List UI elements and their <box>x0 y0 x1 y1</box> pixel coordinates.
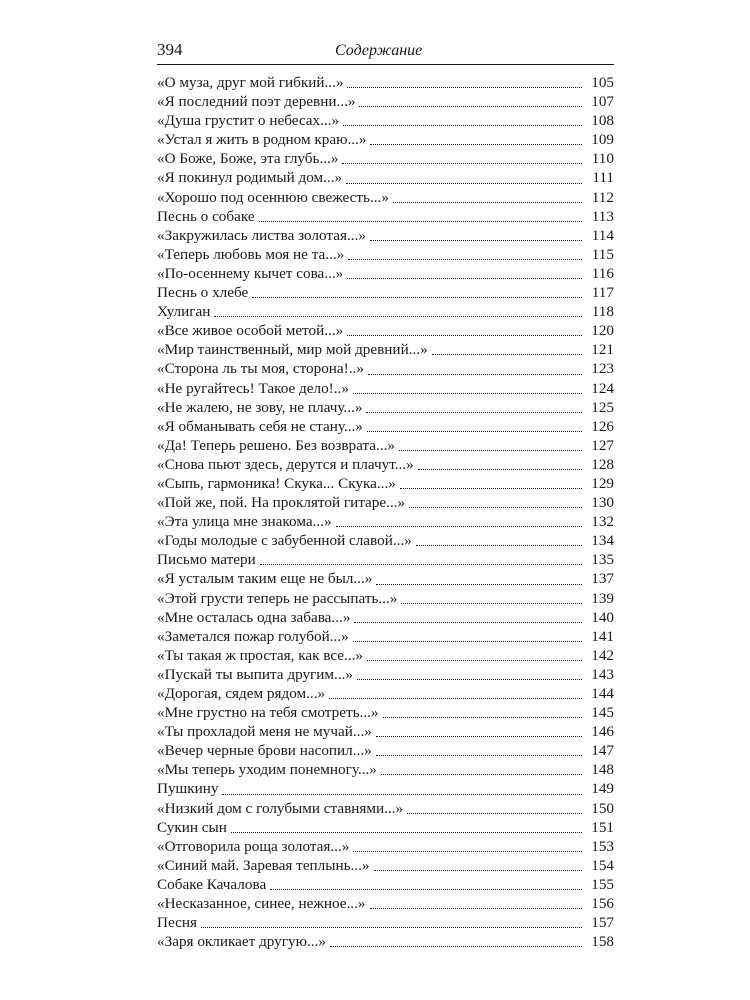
toc-entry <box>157 283 614 302</box>
toc-entry-page: 109 <box>591 131 614 149</box>
toc-entry-title: «Пускай ты выпита другим...» <box>157 665 354 683</box>
toc-entry <box>157 302 614 321</box>
toc-entry <box>157 321 614 340</box>
toc-entry-page: 153 <box>591 837 614 855</box>
toc-entry <box>157 245 614 264</box>
toc-entry-title: «Не ругайтесь! Такое дело!..» <box>157 379 349 397</box>
dot-leader <box>346 183 582 184</box>
dot-leader <box>376 584 582 585</box>
dot-leader <box>347 278 582 279</box>
toc-entry <box>157 894 614 913</box>
toc-entry-page: 156 <box>591 895 614 913</box>
toc-entry-page: 134 <box>591 532 614 550</box>
toc-entry-page: 132 <box>591 513 614 531</box>
toc-entry <box>157 665 614 684</box>
dot-leader <box>214 316 582 317</box>
toc-entry-title: Сукин сын <box>157 818 227 836</box>
toc-entry-title: «Душа грустит о небесах...» <box>157 112 340 130</box>
dot-leader <box>370 908 583 909</box>
dot-leader <box>366 412 582 413</box>
toc-entry-title: «Дорогая, сядем рядом...» <box>157 685 326 702</box>
dot-leader <box>407 813 582 814</box>
toc-entry <box>157 818 614 837</box>
toc-entry <box>157 417 614 436</box>
dot-leader <box>252 297 582 298</box>
toc-entry <box>157 130 614 149</box>
dot-leader <box>400 488 582 489</box>
toc-entry-title: «Синий май. Заревая теплынь...» <box>157 856 370 874</box>
toc-entry-page: 158 <box>591 933 614 951</box>
toc-entry <box>157 589 614 608</box>
dot-leader <box>270 889 582 890</box>
toc-entry-title: «Заря окликает другую...» <box>157 933 326 951</box>
toc-entry-page: 123 <box>591 360 614 378</box>
toc-entry-title: Письмо матери <box>157 551 256 569</box>
toc-entry-title: Хулиган <box>157 303 211 321</box>
dot-leader <box>393 202 582 203</box>
toc-entry <box>157 627 614 646</box>
toc-entry-page: 145 <box>591 704 614 722</box>
toc-entry <box>157 837 614 856</box>
toc-entry-page: 151 <box>591 818 614 836</box>
toc-entry-page: 118 <box>591 303 614 321</box>
toc-entry-title: «Устал я жить в родном краю...» <box>157 131 367 149</box>
toc-entry-page: 115 <box>591 245 614 263</box>
toc-entry <box>157 188 614 207</box>
dot-leader <box>409 507 582 508</box>
toc-entry <box>157 779 614 798</box>
toc-entry-title: «Снова пьют здесь, дерутся и плачут...» <box>157 455 414 473</box>
toc-entry <box>157 608 614 627</box>
dot-leader <box>368 374 582 375</box>
toc-entry-title: «Не жалею, не зову, не плачу...» <box>157 398 363 416</box>
toc-entry-title: «Сторона ль ты моя, сторона!..» <box>157 360 364 378</box>
toc-entry <box>157 646 614 665</box>
toc-entry <box>157 111 614 130</box>
toc-entry-page: 128 <box>591 455 614 473</box>
toc-entry-page: 146 <box>591 723 614 741</box>
toc-entry-page: 129 <box>591 474 614 492</box>
toc-entry <box>157 455 614 474</box>
toc-entry-title: «Я покинул родимый дом...» <box>157 169 343 187</box>
toc-entry-title: Собаке Качалова <box>157 875 267 893</box>
toc-entry <box>157 168 614 187</box>
toc-entry-page: 142 <box>591 646 614 664</box>
toc-entry-title: Песнь о хлебе <box>157 284 249 302</box>
dot-leader <box>370 240 582 241</box>
toc-entry-title: «Теперь любовь моя не та...» <box>157 245 345 263</box>
dot-leader <box>330 946 582 947</box>
toc-entry-title: «По-осеннему кычет сова...» <box>157 264 344 282</box>
toc-entry-page: 121 <box>591 341 614 359</box>
toc-entry-page: 149 <box>591 780 614 798</box>
dot-leader <box>353 641 582 642</box>
dot-leader <box>416 545 582 546</box>
toc-entry <box>157 875 614 894</box>
dot-leader <box>367 660 582 661</box>
toc-entry <box>157 379 614 398</box>
toc-entry-page: 140 <box>591 608 614 626</box>
toc-entry <box>157 531 614 550</box>
toc-entry-page: 120 <box>591 322 614 340</box>
toc-entry <box>157 703 614 722</box>
toc-entry <box>157 207 614 226</box>
toc-entry-page: 137 <box>591 570 614 588</box>
toc-entry-page: 127 <box>591 436 614 454</box>
toc-entry-page: 117 <box>591 284 614 302</box>
toc-entry-page: 107 <box>591 93 614 111</box>
dot-leader <box>336 526 582 527</box>
table-of-contents <box>157 73 614 951</box>
dot-leader <box>353 851 582 852</box>
toc-entry-title: «Мне осталась одна забава...» <box>157 608 351 626</box>
toc-entry <box>157 799 614 818</box>
toc-entry <box>157 493 614 512</box>
toc-entry-page: 124 <box>591 379 614 397</box>
toc-entry-title: «Я обманывать себя не стану...» <box>157 417 363 435</box>
dot-leader <box>399 450 582 451</box>
toc-entry-title: Пушкину <box>157 780 219 798</box>
toc-entry <box>157 932 614 951</box>
toc-entry <box>157 741 614 760</box>
toc-entry-title: «Мир таинственный, мир мой древний...» <box>157 341 428 359</box>
toc-entry-title: «Все живое особой метой...» <box>157 322 344 340</box>
dot-leader <box>231 832 582 833</box>
toc-entry-title: «Пой же, пой. На проклятой гитаре...» <box>157 494 406 512</box>
toc-entry <box>157 856 614 875</box>
dot-leader <box>201 927 582 928</box>
section-title: Содержание <box>335 42 423 59</box>
dot-leader <box>347 335 582 336</box>
toc-entry-page: 114 <box>591 226 614 244</box>
toc-entry <box>157 474 614 493</box>
toc-entry <box>157 760 614 779</box>
dot-leader <box>374 870 582 871</box>
dot-leader <box>329 698 582 699</box>
dot-leader <box>260 564 582 565</box>
toc-entry-page: 108 <box>591 112 614 130</box>
toc-entry-page: 144 <box>591 685 614 702</box>
toc-entry-page: 150 <box>591 799 614 817</box>
toc-entry-page: 105 <box>591 74 614 91</box>
toc-entry-title: Песнь о собаке <box>157 207 255 225</box>
toc-entry-title: «Закружилась листва золотая...» <box>157 226 366 244</box>
toc-entry-title: «Несказанное, синее, нежное...» <box>157 895 366 913</box>
toc-entry-page: 135 <box>591 551 614 569</box>
toc-entry <box>157 149 614 168</box>
book-page <box>157 40 614 951</box>
toc-entry <box>157 512 614 531</box>
dot-leader <box>432 354 582 355</box>
toc-entry-page: 130 <box>591 494 614 512</box>
dot-leader <box>347 87 582 88</box>
dot-leader <box>381 774 582 775</box>
dot-leader <box>259 221 582 222</box>
toc-entry-title: «Эта улица мне знакома...» <box>157 513 332 531</box>
dot-leader <box>376 755 582 756</box>
toc-entry <box>157 226 614 245</box>
toc-entry-page: 126 <box>591 417 614 435</box>
dot-leader <box>401 603 582 604</box>
toc-entry-page: 148 <box>591 761 614 779</box>
toc-entry-title: «Мне грустно на тебя смотреть...» <box>157 704 379 722</box>
toc-entry-page: 155 <box>591 875 614 893</box>
toc-entry <box>157 569 614 588</box>
toc-entry-title: «Ты такая ж простая, как все...» <box>157 646 364 664</box>
dot-leader <box>376 736 582 737</box>
toc-entry-page: 143 <box>591 665 614 683</box>
toc-entry-title: «Отговорила роща золотая...» <box>157 837 350 855</box>
dot-leader <box>354 622 582 623</box>
toc-entry-page: 147 <box>591 742 614 760</box>
running-header <box>157 40 614 65</box>
toc-entry-title: «Низкий дом с голубыми ставнями...» <box>157 799 404 817</box>
toc-entry-title: «Да! Теперь решено. Без возврата...» <box>157 436 396 454</box>
dot-leader <box>370 144 582 145</box>
dot-leader <box>353 393 582 394</box>
toc-entry-title: «Годы молодые с забубенной славой...» <box>157 532 412 550</box>
toc-entry <box>157 73 614 92</box>
toc-entry <box>157 722 614 741</box>
dot-leader <box>222 794 582 795</box>
toc-entry-title: «Я усталым таким еще не был...» <box>157 570 373 588</box>
dot-leader <box>343 125 582 126</box>
dot-leader <box>383 717 582 718</box>
toc-entry-page: 157 <box>591 914 614 932</box>
toc-entry-title: «Я последний поэт деревни...» <box>157 93 356 111</box>
dot-leader <box>357 679 582 680</box>
toc-entry-title: Песня <box>157 914 197 932</box>
toc-entry-page: 125 <box>591 398 614 416</box>
toc-entry <box>157 550 614 569</box>
toc-entry <box>157 92 614 111</box>
dot-leader <box>359 106 582 107</box>
toc-entry-page: 111 <box>592 169 614 187</box>
toc-entry <box>157 684 614 703</box>
toc-entry-title: «Мы теперь уходим понемногу...» <box>157 761 377 779</box>
toc-entry <box>157 436 614 455</box>
toc-entry <box>157 913 614 932</box>
toc-entry-title: «О муза, друг мой гибкий...» <box>157 74 344 91</box>
toc-entry-page: 154 <box>591 856 614 874</box>
toc-entry-page: 112 <box>591 188 614 206</box>
toc-entry <box>157 264 614 283</box>
toc-entry <box>157 398 614 417</box>
toc-entry-title: «Сыпь, гармоника! Скука... Скука...» <box>157 474 396 492</box>
dot-leader <box>367 431 582 432</box>
dot-leader <box>342 163 582 164</box>
toc-entry-page: 113 <box>591 207 614 225</box>
toc-entry <box>157 359 614 378</box>
toc-entry-title: «Хорошо под осеннюю свежесть...» <box>157 188 389 206</box>
page-number: 394 <box>157 40 183 59</box>
dot-leader <box>418 469 582 470</box>
toc-entry <box>157 340 614 359</box>
toc-entry-title: «Ты прохладой меня не мучай...» <box>157 723 372 741</box>
dot-leader <box>348 259 582 260</box>
toc-entry-title: «Заметался пожар голубой...» <box>157 627 349 645</box>
toc-entry-page: 116 <box>591 264 614 282</box>
toc-entry-page: 110 <box>591 150 614 168</box>
toc-entry-page: 141 <box>591 627 614 645</box>
toc-entry-title: «О Боже, Боже, эта глубь...» <box>157 150 339 168</box>
toc-entry-page: 139 <box>591 589 614 607</box>
toc-entry-title: «Этой грусти теперь не рассыпать...» <box>157 589 398 607</box>
toc-entry-title: «Вечер черные брови насопил...» <box>157 742 372 760</box>
